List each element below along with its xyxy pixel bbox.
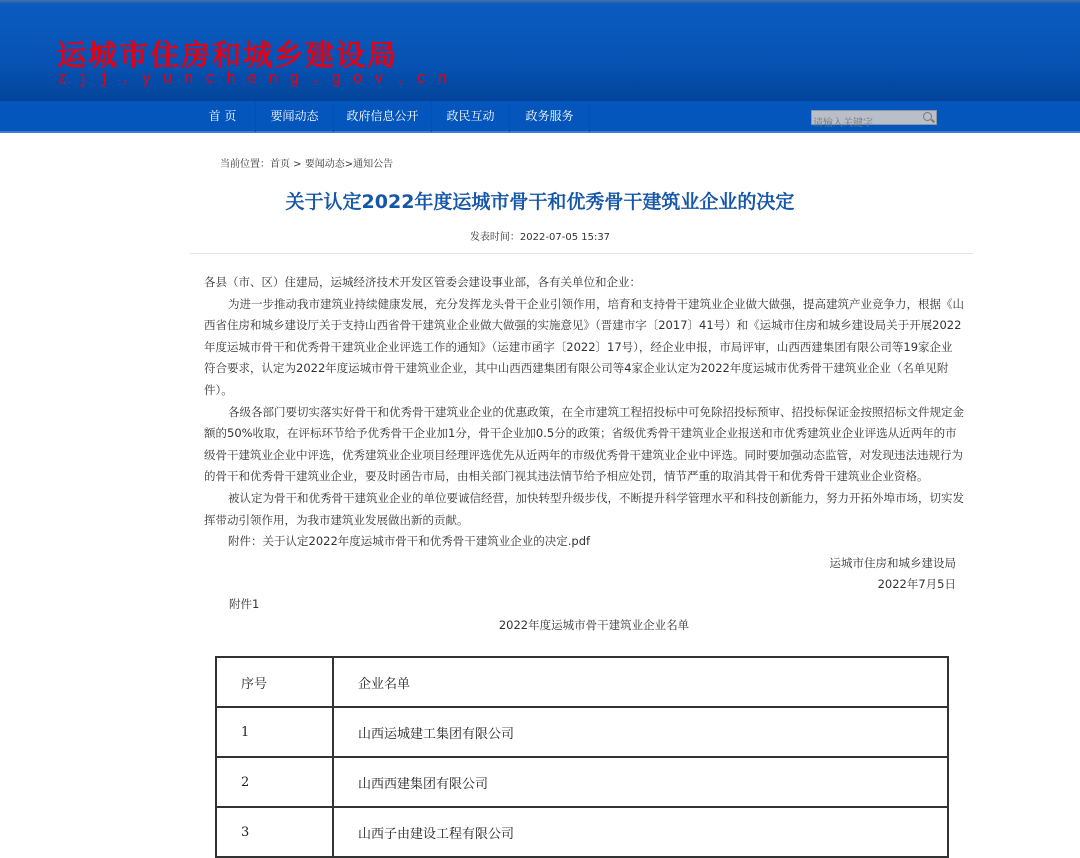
divider	[190, 253, 973, 254]
search-input[interactable]	[812, 117, 912, 130]
row-company: 山西子由建设工程有限公司	[333, 807, 948, 857]
table-caption: 2022年度运城市骨干建筑业企业名单	[498, 618, 690, 632]
row-company: 山西运城建工集团有限公司	[333, 707, 948, 757]
row-index: 2	[216, 757, 333, 807]
nav-home[interactable]: 首 页	[190, 101, 256, 132]
site-header	[0, 0, 1080, 101]
breadcrumb-home[interactable]: 首页	[270, 159, 290, 170]
company-table	[215, 656, 949, 858]
row-index: 3	[216, 807, 333, 857]
paragraph: 各级各部门要切实落实好骨干和优秀骨干建筑业企业的优惠政策，在全市建筑工程招投标中可免除招投标预审、招投标保证金按照招标文件规定金额的50%收取，在评标环节给予优秀骨干企业加1分，骨干企业加0.5分的政策；省级优秀骨干建筑业企业报送和市优秀建筑业企业评选从近两年的市级骨干建筑业企业中评选，优秀建筑业企业项目经理评选优先从近两年的市级优秀骨干建筑业企业中评选。同时要加强动态监管，对发现违法违规行为的骨干和优秀骨干建筑业企业，要及时函告市局，由相关部门视其违法情节给予相应处罚，情节严重的取消其骨干和优秀骨干建筑业企业资格。	[204, 404, 964, 484]
article-body	[204, 272, 964, 596]
publish-date: 发表时间：2022-07-05 15:37	[469, 232, 611, 243]
paragraph: 被认定为骨干和优秀骨干建筑业企业的单位要诚信经营，加快转型升级步伐，不断提升科学管理水平和科技创新能力，努力开拓外埠市场，切实发挥带动引领作用，为我市建筑业发展做出新的贡献。	[204, 490, 964, 527]
sign-date: 2022年7月5日	[877, 577, 956, 592]
site-url: zjj.yuncheng.gov.cn	[57, 68, 459, 87]
site-logo-title[interactable]: 运城市住房和城乡建设局	[57, 38, 399, 72]
row-index: 1	[216, 707, 333, 757]
header-index: 序号	[216, 657, 333, 707]
search-box	[811, 110, 937, 125]
breadcrumb-separator: >	[290, 159, 305, 170]
salutation: 各县（市、区）住建局，运城经济技术开发区管委会建设事业部，各有关单位和企业：	[204, 275, 641, 289]
row-company: 山西西建集团有限公司	[333, 757, 948, 807]
paragraph: 为进一步推动我市建筑业持续健康发展，充分发挥龙头骨干企业引领作用，培育和支持骨干建筑业企业做大做强，提高建筑产业竞争力，根据《山西省住房和城乡建设厅关于支持山西省骨干建筑业企业做大做强的实施意见》（晋建市字〔2017〕41号）和《运城市住房和城乡建设局关于开展2022年度运城市骨干和优秀骨干建筑业企业评选工作的通知》（运建市函字〔2022〕17号），经企业申报，市局评审，山西西建集团有限公司等19家企业符合要求，认定为2022年度运城市骨干建筑业企业，其中山西西建集团有限公司等4家企业认定为2022年度运城市优秀骨干建筑业企业（名单见附件）。	[204, 296, 964, 397]
nav-news[interactable]: 要闻动态	[256, 101, 334, 132]
nav-gov-info[interactable]: 政府信息公开	[334, 101, 432, 132]
breadcrumb-current[interactable]: 通知公告	[353, 159, 394, 170]
table-row	[216, 807, 948, 857]
page-title: 关于认定2022年度运城市骨干和优秀骨干建筑业企业的决定	[285, 191, 795, 213]
header-company: 企业名单	[333, 657, 948, 707]
attachment-link[interactable]: 附件：关于认定2022年度运城市骨干和优秀骨干建筑业企业的决定.pdf	[228, 534, 591, 549]
nav-interaction[interactable]: 政民互动	[432, 101, 510, 132]
breadcrumb	[220, 155, 393, 170]
signature: 运城市住房和城乡建设局	[829, 555, 956, 570]
breadcrumb-news[interactable]: 要闻动态	[304, 159, 345, 170]
breadcrumb-label: 当前位置：	[220, 159, 270, 170]
table-row	[216, 707, 948, 757]
search-icon[interactable]	[923, 112, 932, 121]
table-header-row	[216, 657, 948, 707]
breadcrumb-separator: >	[344, 159, 354, 170]
nav-services[interactable]: 政务服务	[510, 101, 590, 132]
table-row	[216, 757, 948, 807]
appendix-label: 附件1	[229, 597, 260, 611]
